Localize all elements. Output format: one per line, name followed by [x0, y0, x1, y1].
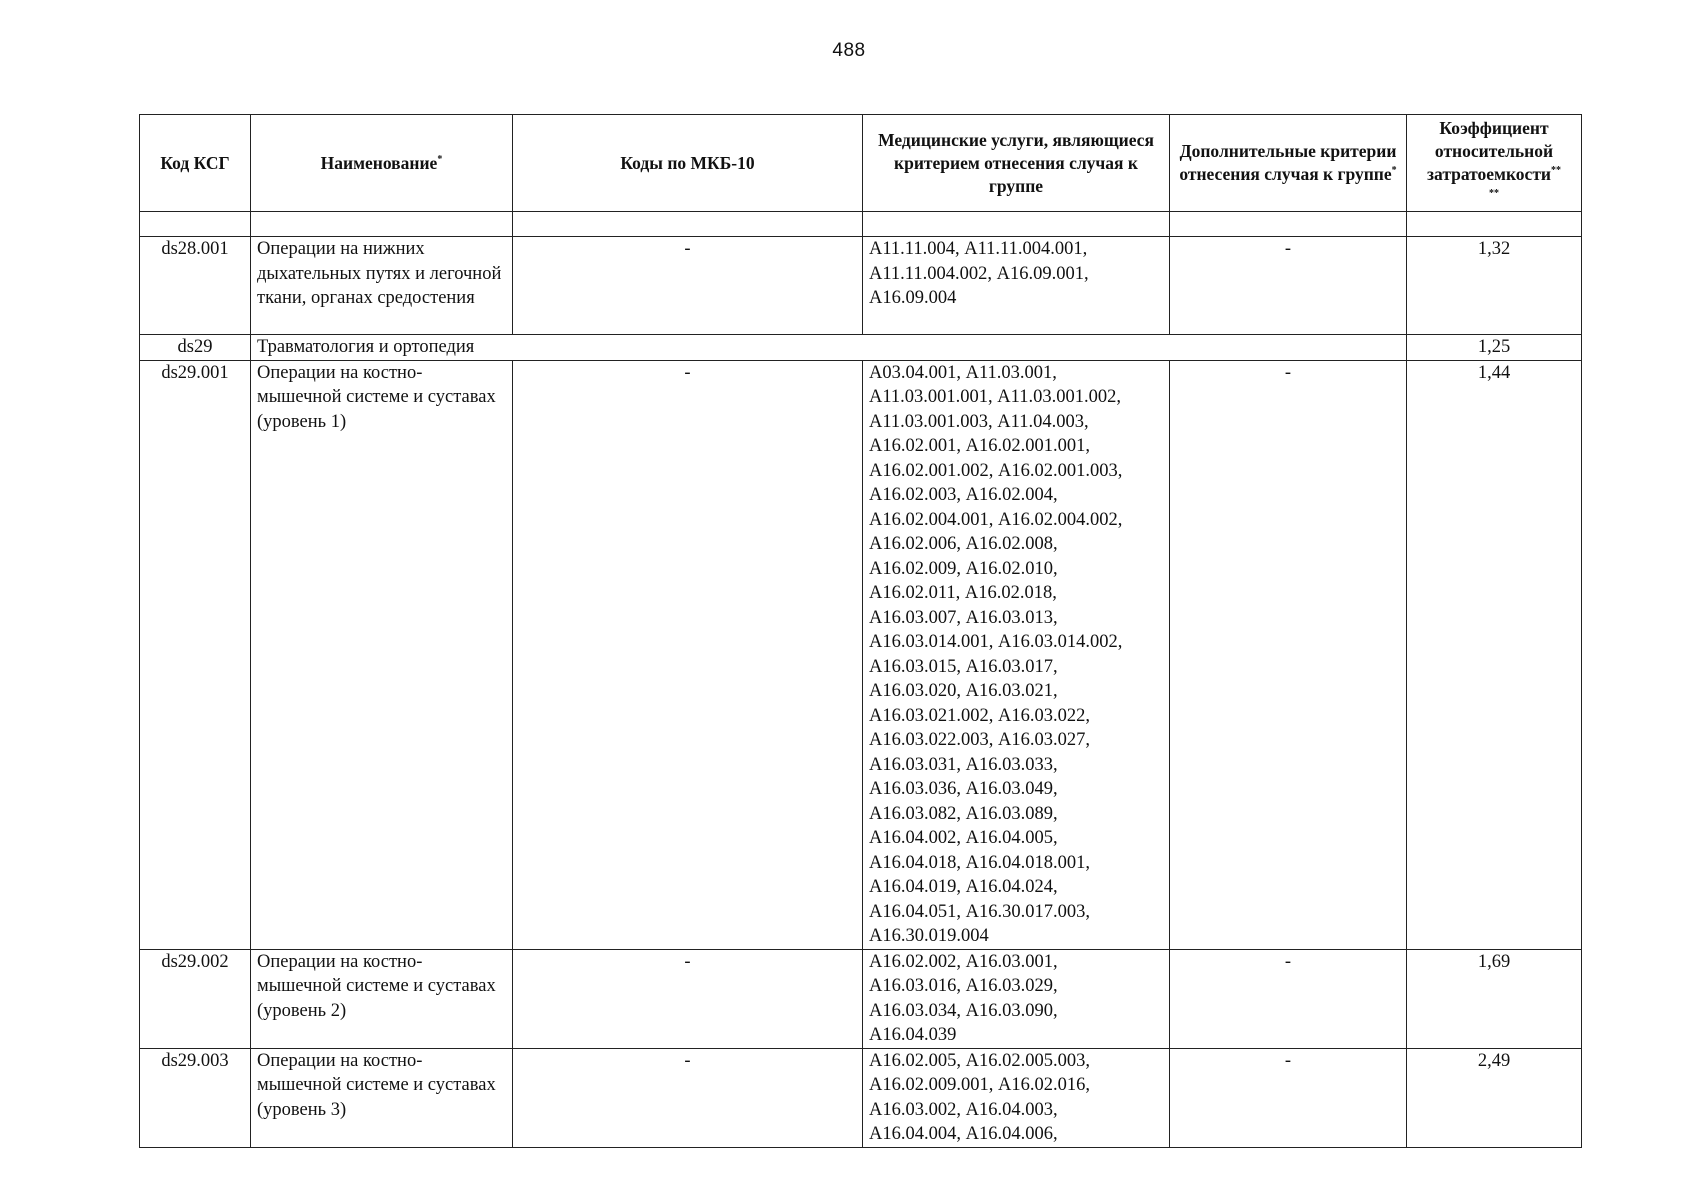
- page-number: 488: [832, 40, 866, 61]
- header-coefficient: Коэффициент относительной затратоемкости** **: [1407, 115, 1582, 212]
- mkb-codes: -: [513, 360, 863, 949]
- empty-row: [140, 212, 1582, 237]
- mkb-codes: -: [513, 237, 863, 335]
- coefficient: 1,32: [1407, 237, 1582, 335]
- header-mkb-codes: Коды по МКБ-10: [513, 115, 863, 212]
- coefficient: 1,44: [1407, 360, 1582, 949]
- footnote-mark: **: [1551, 165, 1562, 176]
- medical-services: А16.02.005, А16.02.005.003, А16.02.009.001, А16.02.016, А16.03.002, А16.04.003, А16.04.004, А16.04.006,: [863, 1048, 1170, 1147]
- additional-criteria: -: [1170, 360, 1407, 949]
- mkb-codes: -: [513, 949, 863, 1048]
- header-row: [140, 115, 1582, 212]
- ksg-code: ds28.001: [140, 237, 251, 335]
- header-services: Медицинские услуги, являющиеся критерием отнесения случая к группе: [863, 115, 1170, 212]
- coefficient: 1,69: [1407, 949, 1582, 1048]
- table-row: [140, 360, 1582, 949]
- mkb-codes: -: [513, 1048, 863, 1147]
- additional-criteria: -: [1170, 237, 1407, 335]
- table-row: [140, 237, 1582, 335]
- header-additional-criteria: Дополнительные критерии отнесения случая к группе*: [1170, 115, 1407, 212]
- footnote-mark: *: [1391, 165, 1397, 176]
- ksg-name: Операции на костно-мышечной системе и суставах (уровень 2): [251, 949, 513, 1048]
- ksg-name: Операции на нижних дыхательных путях и легочной ткани, органах средостения: [251, 237, 513, 335]
- medical-services: А16.02.002, А16.03.001, А16.03.016, А16.03.029, А16.03.034, А16.03.090, А16.04.039: [863, 949, 1170, 1048]
- table-row: [140, 949, 1582, 1048]
- footnote-mark: *: [437, 153, 443, 165]
- table-row: [140, 1048, 1582, 1147]
- additional-criteria: -: [1170, 949, 1407, 1048]
- ksg-code: ds29: [140, 335, 251, 361]
- additional-criteria: -: [1170, 1048, 1407, 1147]
- coefficient: 2,49: [1407, 1048, 1582, 1147]
- ksg-code: ds29.001: [140, 360, 251, 949]
- footnote-mark: **: [1489, 188, 1499, 199]
- header-code: Код КСГ: [140, 115, 251, 212]
- table-row-section: [140, 335, 1582, 361]
- ksg-name: Операции на костно-мышечной системе и суставах (уровень 3): [251, 1048, 513, 1147]
- ksg-code: ds29.002: [140, 949, 251, 1048]
- ksg-section-name: Травматология и ортопедия: [251, 335, 1407, 361]
- header-name: Наименование*: [251, 115, 513, 212]
- medical-services: А03.04.001, А11.03.001, А11.03.001.001, А11.03.001.002, А11.03.001.003, А11.04.003, А16.02.001, А16.02.001.001, А16.02.001.002, А16.02.001.003, А16.02.003, А16.02.004, А16.02.004.001, А16.02.004.002, А16.02.006, А16.02.008, А16.02.009, А16.02.010, А16.02.011, А16.02.018, А16.03.007, А16.03.013, А16.03.014.001, А16.03.014.002, А16.03.015, А16.03.017, А16.03.020, А16.03.021, А16.03.021.002, А16.03.022, А16.03.022.003, А16.03.027, А16.03.031, А16.03.033, А16.03.036, А16.03.049, А16.03.082, А16.03.089, А16.04.002, А16.04.005, А16.04.018, А16.04.018.001, А16.04.019, А16.04.024, А16.04.051, А16.30.017.003, А16.30.019.004: [863, 360, 1170, 949]
- ksg-table: [139, 114, 1582, 1148]
- ksg-code: ds29.003: [140, 1048, 251, 1147]
- medical-services: А11.11.004, А11.11.004.001, А11.11.004.002, А16.09.001, А16.09.004: [863, 237, 1170, 335]
- ksg-name: Операции на костно-мышечной системе и суставах (уровень 1): [251, 360, 513, 949]
- coefficient: 1,25: [1407, 335, 1582, 361]
